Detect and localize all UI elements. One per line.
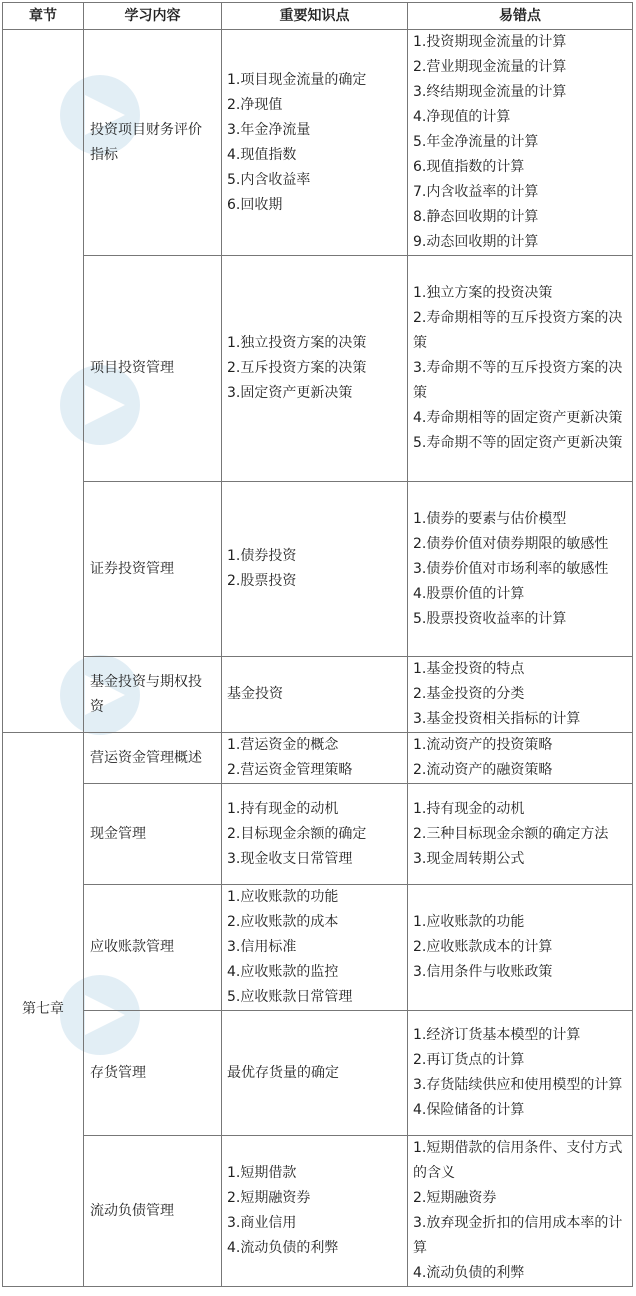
mistake-item: 5.年金净流量的计算 — [413, 134, 539, 150]
key-point-item: 2.短期融资券 — [227, 1190, 311, 1206]
key-point-item: 3.信用标准 — [227, 939, 297, 955]
table-row — [3, 1011, 633, 1136]
mistake-item: 2.基金投资的分类 — [413, 686, 525, 702]
table-row — [3, 657, 633, 733]
table-row — [3, 30, 633, 256]
key-point-item: 3.年金净流量 — [227, 121, 311, 138]
mistake-item: 3.终结期现金流量的计算 — [413, 84, 567, 100]
mistake-item: 1.独立方案的投资决策 — [413, 285, 553, 301]
key-point-item: 最优存货量的确定 — [227, 1064, 339, 1081]
mistake-item: 1.短期借款的信用条件、支付方式的含义 — [413, 1140, 623, 1181]
key-point-item: 2.营运资金管理策略 — [227, 762, 353, 778]
content-cell: 现金管理 — [84, 784, 222, 885]
content-cell: 项目投资管理 — [84, 256, 222, 482]
header-key-points: 重要知识点 — [222, 3, 408, 30]
key-point-item: 1.项目现金流量的确定 — [227, 71, 367, 88]
key-points-cell — [222, 1011, 408, 1136]
header-row — [3, 3, 633, 30]
key-points-cell — [222, 256, 408, 482]
mistakes-cell — [408, 30, 633, 256]
key-point-item: 5.内含收益率 — [227, 171, 311, 188]
content-cell: 存货管理 — [84, 1011, 222, 1136]
mistake-item: 2.短期融资券 — [413, 1190, 497, 1206]
table-row — [3, 784, 633, 885]
key-point-item: 1.债券投资 — [227, 548, 297, 564]
key-point-item: 5.应收账款日常管理 — [227, 989, 353, 1005]
mistakes-cell — [408, 482, 633, 657]
mistake-item: 5.寿命期不等的固定资产更新决策 — [413, 435, 623, 451]
mistake-item: 4.流动负债的利弊 — [413, 1265, 525, 1281]
mistake-item: 4.保险储备的计算 — [413, 1102, 525, 1118]
content-cell: 基金投资与期权投资 — [84, 657, 222, 733]
key-points-cell — [222, 30, 408, 256]
content-cell: 投资项目财务评价指标 — [84, 30, 222, 256]
key-point-item: 4.流动负债的利弊 — [227, 1240, 339, 1256]
mistake-item: 1.经济订货基本模型的计算 — [413, 1027, 581, 1043]
key-point-item: 4.现值指数 — [227, 146, 297, 163]
table-row — [3, 256, 633, 482]
key-points-cell — [222, 885, 408, 1011]
key-point-item: 1.短期借款 — [227, 1165, 297, 1181]
chapter-cell — [3, 30, 84, 733]
mistake-item: 2.三种目标现金余额的确定方法 — [413, 825, 609, 842]
mistake-item: 2.再订货点的计算 — [413, 1052, 525, 1068]
key-point-item: 2.应收账款的成本 — [227, 914, 339, 930]
key-points-cell — [222, 1136, 408, 1287]
mistakes-cell — [408, 1136, 633, 1287]
content-cell: 营运资金管理概述 — [84, 733, 222, 784]
mistake-item: 3.寿命期不等的互斥投资方案的决策 — [413, 360, 623, 401]
key-point-item: 3.现金收支日常管理 — [227, 850, 353, 867]
header-chapter: 章节 — [3, 3, 84, 30]
chapter-cell: 第七章 — [3, 733, 84, 1287]
mistake-item: 2.应收账款成本的计算 — [413, 939, 553, 955]
mistake-item: 1.基金投资的特点 — [413, 661, 525, 677]
mistake-item: 1.投资期现金流量的计算 — [413, 34, 567, 50]
mistake-item: 1.持有现金的动机 — [413, 800, 525, 817]
table-body — [3, 30, 633, 1287]
mistakes-cell — [408, 657, 633, 733]
mistake-item: 3.债券价值对市场利率的敏感性 — [413, 560, 609, 577]
key-point-item: 1.营运资金的概念 — [227, 737, 339, 753]
mistakes-cell — [408, 733, 633, 784]
mistake-item: 2.债券价值对债券期限的敏感性 — [413, 535, 609, 552]
header-mistakes: 易错点 — [408, 3, 633, 30]
mistake-item: 4.净现值的计算 — [413, 109, 511, 125]
mistake-item: 4.寿命期相等的固定资产更新决策 — [413, 410, 623, 426]
key-point-item: 1.独立投资方案的决策 — [227, 335, 367, 351]
mistake-item: 3.放弃现金折扣的信用成本率的计算 — [413, 1215, 623, 1256]
key-point-item: 3.固定资产更新决策 — [227, 385, 353, 401]
key-points-cell — [222, 733, 408, 784]
key-point-item: 3.商业信用 — [227, 1215, 297, 1231]
key-point-item: 6.回收期 — [227, 196, 283, 213]
key-point-item: 4.应收账款的监控 — [227, 964, 339, 980]
study-table — [2, 2, 633, 1287]
key-point-item: 2.股票投资 — [227, 573, 297, 589]
key-point-item: 2.净现值 — [227, 96, 283, 113]
mistakes-cell — [408, 256, 633, 482]
key-point-item: 2.目标现金余额的确定 — [227, 825, 367, 842]
mistake-item: 2.寿命期相等的互斥投资方案的决策 — [413, 310, 623, 351]
content-cell: 证券投资管理 — [84, 482, 222, 657]
table-row — [3, 733, 633, 784]
key-point-item: 2.互斥投资方案的决策 — [227, 360, 367, 376]
mistake-item: 3.存货陆续供应和使用模型的计算 — [413, 1077, 623, 1093]
mistake-item: 6.现值指数的计算 — [413, 159, 525, 175]
mistake-item: 1.债券的要素与估价模型 — [413, 510, 567, 527]
mistake-item: 9.动态回收期的计算 — [413, 234, 539, 250]
mistake-item: 7.内含收益率的计算 — [413, 184, 539, 200]
mistake-item: 2.流动资产的融资策略 — [413, 762, 553, 778]
key-point-item: 基金投资 — [227, 686, 283, 702]
mistake-item: 5.股票投资收益率的计算 — [413, 610, 567, 627]
key-point-item: 1.应收账款的功能 — [227, 889, 339, 905]
content-cell: 应收账款管理 — [84, 885, 222, 1011]
key-point-item: 1.持有现金的动机 — [227, 800, 339, 817]
content-cell: 流动负债管理 — [84, 1136, 222, 1287]
mistake-item: 1.应收账款的功能 — [413, 914, 525, 930]
mistakes-cell — [408, 885, 633, 1011]
key-points-cell — [222, 657, 408, 733]
mistake-item: 3.现金周转期公式 — [413, 850, 525, 867]
key-points-cell — [222, 482, 408, 657]
mistake-item: 4.股票价值的计算 — [413, 585, 525, 602]
mistakes-cell — [408, 1011, 633, 1136]
table-row — [3, 885, 633, 1011]
mistake-item: 3.信用条件与收账政策 — [413, 964, 553, 980]
table-row — [3, 1136, 633, 1287]
mistake-item: 3.基金投资相关指标的计算 — [413, 711, 581, 727]
mistakes-cell — [408, 784, 633, 885]
mistake-item: 1.流动资产的投资策略 — [413, 737, 553, 753]
header-content: 学习内容 — [84, 3, 222, 30]
mistake-item: 2.营业期现金流量的计算 — [413, 59, 567, 75]
mistake-item: 8.静态回收期的计算 — [413, 209, 539, 225]
key-points-cell — [222, 784, 408, 885]
table-row — [3, 482, 633, 657]
